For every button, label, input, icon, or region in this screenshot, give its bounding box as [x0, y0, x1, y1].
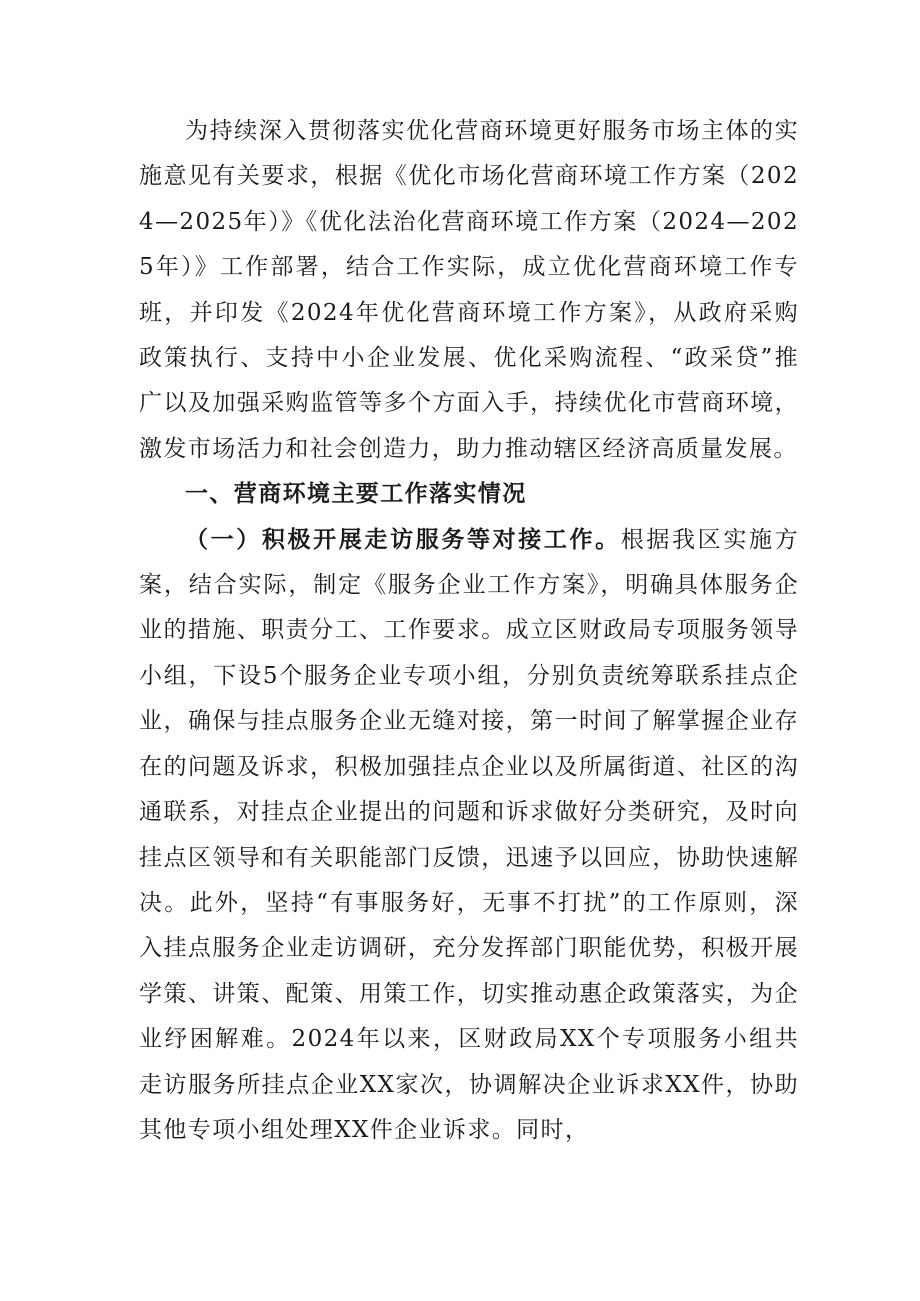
intro-paragraph: 为持续深入贯彻落实优化营商环境更好服务市场主体的实施意见有关要求，根据《优化市场化营商环境工作方案（2024—2025年）》《优化法治化营商环境工作方案（2024—2025年）》工作部署，结合工作实际，成立优化营商环境工作专班，并印发《2024年优化营商环境工作方案》，从政府采购政策执行、支持中小企业发展、优化采购流程、“政采贷”推广以及加强采购监管等多个方面入手，持续优化市营商环境，激发市场活力和社会创造力，助力推动辖区经济高质量发展。 [139, 118, 799, 462]
subsection-body: 根据我区实施方案，结合实际，制定《服务企业工作方案》，明确具体服务企业的措施、职责分工、工作要求。成立区财政局专项服务领导小组，下设5个服务企业专项小组，分别负责统筹联系挂点企业，确保与挂点服务企业无缝对接，第一时间了解掌握企业存在的问题及诉求，积极加强挂点企业以及所属街道、社区的沟通联系，对挂点企业提出的问题和诉求做好分类研究，及时向挂点区领导和有关职能部门反馈，迅速予以回应，协助快速解决。此外，坚持“有事服务好，无事不打扰”的工作原则，深入挂点服务企业走访调研，充分发挥部门职能优势，积极开展学策、讲策、配策、用策工作，切实推动惠企政策落实，为企业纾困解难。2024年以来，区财政局XX个专项服务小组共走访服务所挂点企业XX家次，协调解决企业诉求XX件，协助其他专项小组处理XX件企业诉求。同时， [139, 526, 799, 1143]
document-page [139, 109, 799, 1153]
subsection-paragraph [139, 518, 799, 1154]
section-heading: 一、营商环境主要工作落实情况 [185, 481, 527, 508]
subsection-heading: （一）积极开展走访服务等对接工作。 [185, 526, 621, 553]
